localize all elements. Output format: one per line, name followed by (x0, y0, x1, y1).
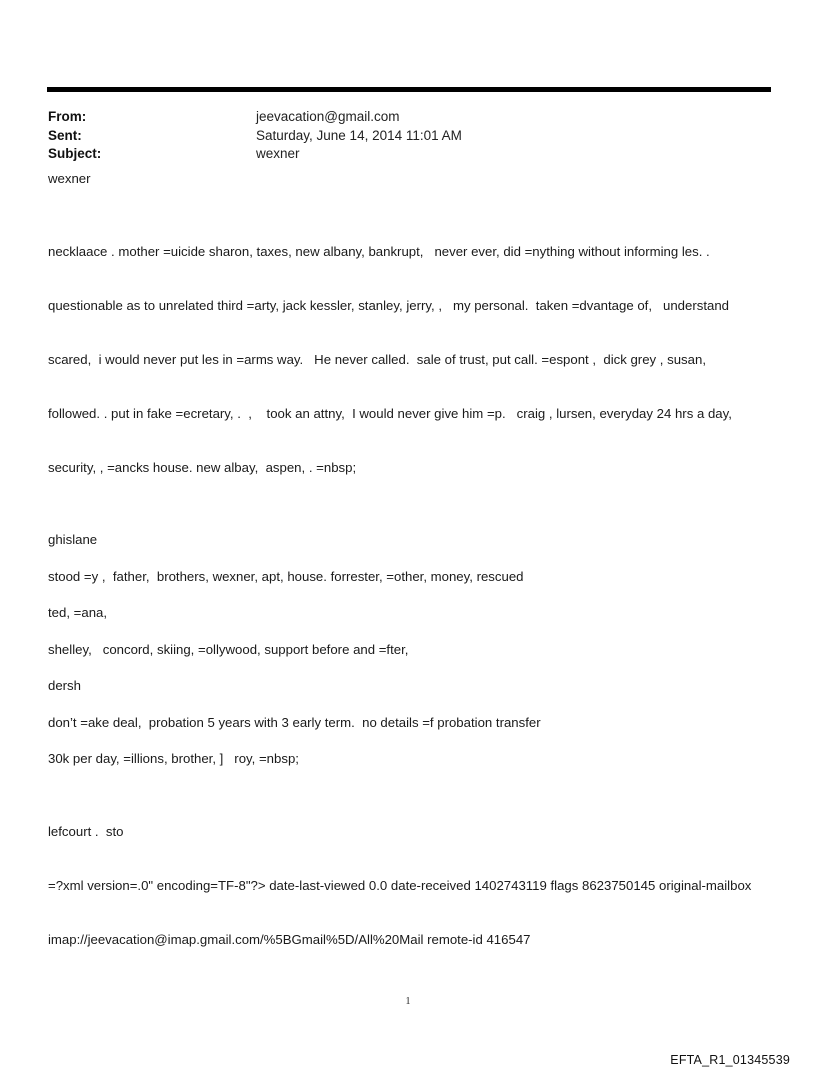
subject-value: wexner (256, 146, 300, 161)
body-paragraph-1: wexner (48, 171, 91, 186)
header-divider-rule (47, 87, 771, 92)
body-paragraph-10 (48, 787, 773, 985)
body-paragraph-6: shelley, concord, skiing, =ollywood, support before and =fter, (48, 641, 409, 657)
body-line: necklaace . mother =uicide sharon, taxes, new albany, bankrupt, never ever, did =nything without informing les. . (48, 243, 710, 259)
from-label: From: (48, 109, 87, 124)
body-line: =?xml version=.0" encoding=TF-8"?> date-last-viewed 0.0 date-received 1402743119 flags 8623750145 original-mailbox (48, 877, 752, 893)
sent-row (48, 127, 768, 146)
body-paragraph-9: 30k per day, =illions, brother, ] roy, =nbsp; (48, 751, 299, 766)
body-paragraph-3: ghislane (48, 532, 98, 547)
body-paragraph-4: stood =y , father, brothers, wexner, apt, house. forrester, =other, money, rescued (48, 568, 524, 584)
sent-value: Saturday, June 14, 2014 11:01 AM (256, 127, 462, 143)
body-line: imap://jeevacation@imap.gmail.com/%5BGmail%5D/All%20Mail remote-id 416547 (48, 931, 531, 947)
subject-label: Subject: (48, 146, 102, 161)
email-body (48, 170, 773, 1003)
body-paragraph-5: ted, =ana, (48, 605, 108, 620)
page-number: 1 (405, 996, 411, 1007)
from-row (48, 108, 768, 127)
body-line: security, , =ancks house. new albay, aspen, . =nbsp; (48, 459, 357, 475)
body-line: lefcourt . sto (48, 823, 124, 839)
body-paragraph-2 (48, 207, 773, 513)
email-header (48, 108, 768, 164)
body-line: followed. . put in fake =ecretary, . , took an attny, I would never give him =p. craig , lursen, everyday 24 hrs a day, (48, 405, 732, 421)
body-line: questionable as to unrelated third =arty, jack kessler, stanley, jerry, , my personal. taken =dvantage of, understand (48, 297, 729, 313)
subject-row (48, 145, 768, 164)
from-value: jeevacation@gmail.com (256, 109, 400, 124)
body-line: scared, i would never put les in =arms way. He never called. sale of trust, put call. =espont , dick grey , susan, (48, 351, 706, 367)
body-paragraph-8: don’t =ake deal, probation 5 years with 3 early term. no details =f probation transfer (48, 714, 541, 730)
sent-label: Sent: (48, 127, 82, 143)
body-paragraph-7: dersh (48, 678, 81, 693)
document-id: EFTA_R1_01345539 (670, 1053, 790, 1067)
